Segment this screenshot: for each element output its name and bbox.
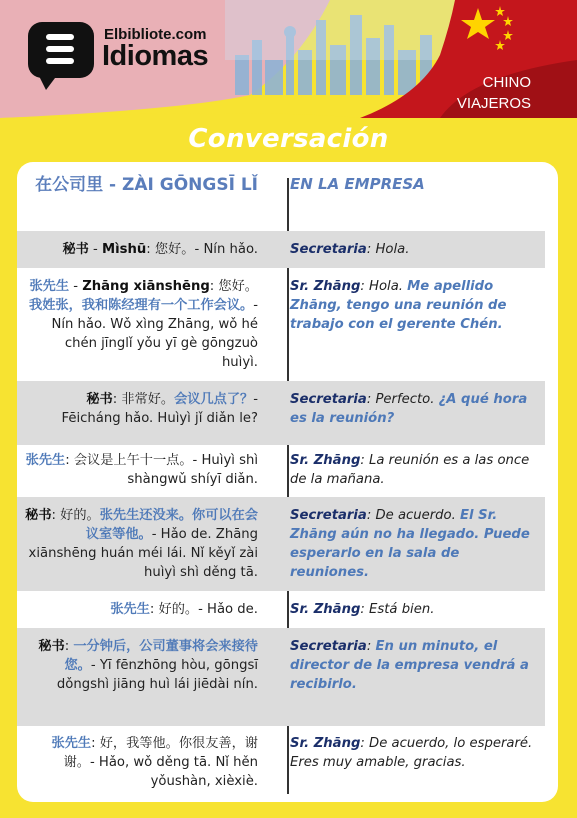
chinese-line xyxy=(17,591,272,628)
speaker-name: Secretaria xyxy=(290,639,367,654)
speaker-name: Secretaria xyxy=(290,392,367,407)
highlighted-phrase: 张先生 xyxy=(25,453,66,468)
chinese-line xyxy=(17,726,272,802)
dialogue-text: : Perfecto. xyxy=(366,392,439,407)
highlighted-phrase: 一分钟后，公司董事将会来接待您。 xyxy=(64,639,258,673)
dialogue-text: : 好的。 xyxy=(51,508,100,523)
speaker-name: Sr. Zhāng xyxy=(290,736,361,751)
table-header-row xyxy=(17,174,545,236)
dialogue-text: : 非常好。 xyxy=(112,392,175,407)
dialogue-row xyxy=(17,497,545,591)
speaker-name: 秘书 xyxy=(86,392,113,407)
dialogue-text: : Hola. xyxy=(366,242,410,257)
dialogue-text: : 会议是上午十一点。- Huìyì shì shàngwǔ shíyī diǎn. xyxy=(65,453,258,487)
dialogue-row xyxy=(17,381,545,445)
dialogue-text: : De acuerdo. xyxy=(366,508,460,523)
highlighted-phrase: 张先生 xyxy=(110,602,150,617)
chinese-line xyxy=(17,628,272,726)
highlighted-phrase: 张先生还没来。你可以在会议室等他。 xyxy=(85,508,258,542)
logo-site-name: Elbibliote.com xyxy=(104,26,207,43)
highlighted-phrase: En un minuto, el director de la empresa vendrá a recibirlo. xyxy=(290,639,529,692)
spanish-line xyxy=(272,445,545,497)
speaker-name: Zhāng xiānshēng xyxy=(82,279,210,294)
dialogue-text: : xyxy=(64,639,74,654)
spanish-line xyxy=(272,231,545,268)
chinese-line xyxy=(17,231,272,268)
dialogue-text: - Nín hǎo. Wǒ xìng Zhāng, wǒ hé chén jīnglǐ yǒu yī gè gōngzuò huìyì. xyxy=(51,298,258,370)
conversation-card xyxy=(17,162,558,802)
dialogue-text: - Fēicháng hǎo. Huìyì jǐ diǎn le? xyxy=(61,392,258,426)
highlighted-phrase: ¿A qué hora es la reunión? xyxy=(290,392,528,426)
speaker-name: 秘书 xyxy=(62,242,89,257)
highlighted-phrase: 张先生 xyxy=(29,279,70,294)
spanish-line xyxy=(272,268,545,381)
dialogue-row xyxy=(17,268,545,381)
header-chinese: 在公司里 - ZÀI GŌNGSĪ LǏ xyxy=(35,175,258,195)
dialogue-text: : De acuerdo, lo esperaré. Eres muy amable, gracias. xyxy=(290,736,533,770)
chinese-line xyxy=(17,268,272,381)
speaker-name: 秘书 xyxy=(25,508,52,523)
highlighted-phrase: 会议几点了？ xyxy=(174,392,254,407)
spanish-line xyxy=(272,726,545,802)
dialogue-row xyxy=(17,628,545,726)
dialogue-row xyxy=(17,591,545,628)
page-header xyxy=(0,0,577,118)
dialogue-text: : 好的。- Hǎo de. xyxy=(149,602,258,617)
speaker-name: Sr. Zhāng xyxy=(290,602,361,617)
dialogue-text: : 您好。- Nín hǎo. xyxy=(146,242,258,257)
dialogue-text: - Hǎo de. Zhāng xiānshēng huán méi lái. Nǐ kěyǐ zài huìyì shì děng tā. xyxy=(28,527,258,580)
language-tag: CHINO xyxy=(482,74,531,91)
speaker-name: 秘书 xyxy=(38,639,65,654)
dialogue-text: : Está bien. xyxy=(360,602,435,617)
highlighted-phrase: Me apellido Zhāng, tengo una reunión de trabajo con el gerente Chén. xyxy=(290,279,507,332)
dialogue-text: - xyxy=(69,279,83,294)
speaker-name: Mìshū xyxy=(102,242,147,257)
dialogue-text: - Yī fēnzhōng hòu, gōngsī dǒngshì jiāng huì lái jiēdài nín. xyxy=(56,658,258,692)
audience-tag: VIAJEROS xyxy=(456,95,531,112)
speaker-name: Sr. Zhāng xyxy=(290,279,361,294)
spanish-line xyxy=(272,381,545,445)
dialogue-row xyxy=(17,726,545,802)
dialogue-text: : 您好。 xyxy=(209,279,258,294)
speech-bubble-book-icon xyxy=(28,22,94,78)
dialogue-text: - xyxy=(88,242,103,257)
speaker-name: Secretaria xyxy=(290,242,367,257)
chinese-line xyxy=(17,381,272,445)
dialogue-text: : Hola. xyxy=(360,279,408,294)
spanish-line xyxy=(272,591,545,628)
highlighted-phrase: El Sr. Zhāng aún no ha llegado. Puede esperarlo en la sala de reuniones. xyxy=(290,508,530,580)
chinese-line xyxy=(17,497,272,591)
section-title: Conversación xyxy=(188,124,389,154)
logo-brand-name: Idiomas xyxy=(102,40,209,72)
header-spanish: EN LA EMPRESA xyxy=(290,175,425,193)
dialogue-row xyxy=(17,231,545,268)
dialogue-text: : 好，我等他。你很友善，谢谢。- Hǎo, wǒ děng tā. Nǐ hěn yǒushàn, xièxiè. xyxy=(63,736,258,789)
spanish-line xyxy=(272,497,545,591)
speaker-name: Sr. Zhāng xyxy=(290,453,361,468)
dialogue-row xyxy=(17,445,545,497)
speaker-name: Secretaria xyxy=(290,508,367,523)
chinese-line xyxy=(17,445,272,497)
highlighted-phrase: 张先生 xyxy=(51,736,92,751)
dialogue-text: : xyxy=(366,639,376,654)
highlighted-phrase: 我姓张，我和陈经理有一个工作会议。 xyxy=(29,298,254,313)
spanish-line xyxy=(272,628,545,726)
dialogue-text: : La reunión es a las once de la mañana. xyxy=(290,453,530,487)
